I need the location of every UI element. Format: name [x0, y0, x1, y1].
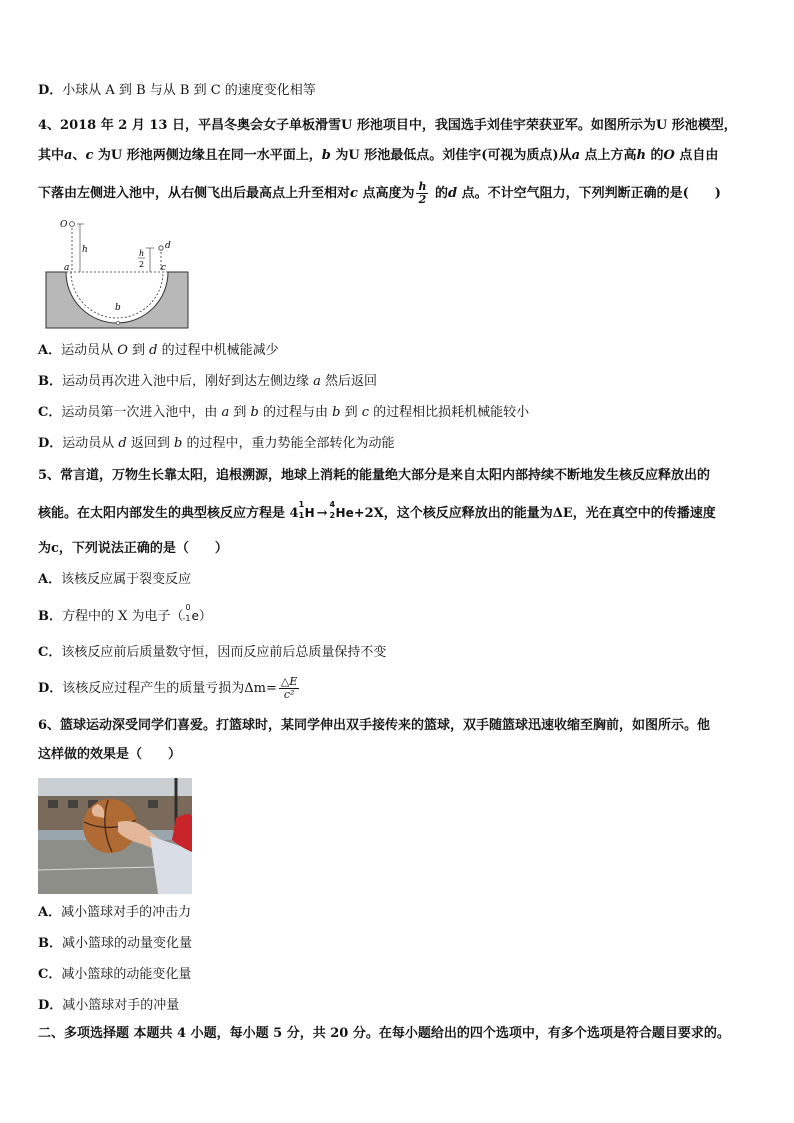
fraction-numerator: h	[418, 180, 427, 193]
option-text: 小球从 A 到 B 与从 B 到 C 的速度变化相等	[62, 83, 316, 98]
hydrogen-nuclide	[298, 500, 315, 521]
option-letter: B．	[38, 374, 62, 389]
q4-line3	[38, 180, 721, 208]
option-symbol: b	[174, 436, 183, 451]
prev-option-d	[38, 83, 316, 99]
option-text: 减小篮球的动量变化量	[62, 936, 193, 951]
q5-line3: 为c，下列说法正确的是（ ）	[38, 541, 228, 556]
q5-line2	[38, 500, 716, 522]
q4-text: 点。不计空气阻力，下列判断正确的是( )	[457, 186, 721, 201]
option-symbol: b	[250, 405, 259, 420]
label-h-half-num: h	[139, 249, 145, 258]
option-symbol: c	[361, 405, 369, 420]
mass-number: 4	[329, 500, 336, 509]
q4-option-c	[38, 405, 529, 421]
point-O	[70, 222, 75, 227]
atomic-number: 2	[329, 511, 336, 520]
q4-text: 其中	[38, 148, 65, 163]
option-text: 的过程与由	[258, 405, 333, 420]
option-letter: C．	[38, 405, 62, 420]
mass-number: 0	[185, 603, 191, 612]
q6-option-c	[38, 967, 191, 983]
option-letter: D．	[38, 83, 63, 98]
q4-symbol: a	[571, 148, 581, 163]
q4-symbol: h	[636, 148, 646, 163]
q5-text: +2X，这个核反应释放出的能量为ΔE，光在真空中的传播速度	[353, 506, 716, 521]
q5-text: 核能。在太阳内部发生的典型核反应方程是 4	[38, 506, 299, 521]
q5-option-d	[38, 674, 301, 704]
q5-option-c	[38, 645, 386, 661]
option-text: 减小篮球对手的冲量	[62, 998, 180, 1013]
mass-defect-fraction	[279, 676, 300, 701]
q4-symbol: O	[663, 148, 675, 163]
charge-number: -1	[182, 614, 191, 623]
q6-option-b	[38, 936, 192, 952]
option-symbol: a	[221, 405, 230, 420]
fraction-numerator: △E	[280, 675, 298, 688]
option-letter: C．	[38, 645, 62, 660]
q4-text: 为U 形池最低点。刘佳宇(可视为质点)从	[330, 148, 572, 163]
option-text: 到	[127, 343, 150, 358]
q6-option-d	[38, 998, 179, 1014]
q4-symbol: b	[321, 148, 331, 163]
electron-symbol	[182, 603, 199, 624]
label-a: a	[64, 263, 70, 273]
label-d: d	[165, 241, 171, 251]
option-text: 的过程中机械能减少	[157, 343, 279, 358]
option-symbol: O	[117, 343, 128, 358]
option-text: 该核反应前后质量数守恒，因而反应前后总质量保持不变	[61, 645, 387, 660]
option-symbol: b	[332, 405, 341, 420]
q4-symbol: c	[350, 186, 358, 201]
option-letter: A．	[38, 905, 62, 920]
option-text: 减小篮球对手的冲击力	[61, 905, 192, 920]
option-text: 运动员从	[62, 436, 119, 451]
q4-text: 点高度为	[357, 186, 415, 201]
u-pool-diagram	[44, 212, 190, 334]
option-text: 到	[229, 405, 251, 420]
point-d	[159, 246, 163, 250]
option-symbol: d	[118, 436, 127, 451]
q5-line1: 5、常言道，万物生长靠太阳，追根溯源，地球上消耗的能量绝大部分是来自太阳内部持续不断地发生核反应释放出的	[38, 468, 711, 483]
h-over-2-fraction	[416, 181, 428, 206]
option-letter: C．	[38, 967, 62, 982]
option-letter: D．	[38, 998, 63, 1013]
option-letter: A．	[38, 343, 62, 358]
option-text: 运动员再次进入池中后，刚好到达左侧边缘	[62, 374, 314, 389]
option-letter: D．	[38, 681, 63, 696]
q4-option-a	[38, 343, 279, 359]
q4-text: 为U 形池两侧边缘且在同一水平面上，	[93, 148, 322, 163]
option-text: 该核反应过程产生的质量亏损为Δm=	[62, 681, 277, 696]
fraction-denominator: c²	[283, 688, 295, 701]
option-text: 然后返回	[320, 374, 378, 389]
option-text: 返回到	[126, 436, 175, 451]
fraction-denominator: 2	[418, 193, 427, 206]
q4-symbol: c	[85, 148, 94, 163]
q4-option-d	[38, 436, 394, 452]
q4-line1: 4、2018 年 2 月 13 日，平昌冬奥会女子单板滑雪U 形池项目中，我国选手刘佳宇荣获亚军。如图所示为U 形池模型，	[38, 118, 737, 133]
option-text: 的过程相比损耗机械能较小	[369, 405, 530, 420]
q6-line2: 这样做的效果是（ ）	[38, 747, 182, 762]
q4-option-b	[38, 374, 377, 390]
mass-number: 1	[298, 500, 305, 509]
label-c: c	[161, 263, 167, 273]
element-symbol: H	[304, 506, 315, 520]
q4-text: 的	[646, 148, 664, 163]
label-O: O	[60, 220, 68, 230]
q4-text: 点自由	[674, 148, 719, 163]
element-symbol: He	[335, 506, 354, 520]
u-pool-block	[46, 272, 188, 328]
option-text: 减小篮球的动能变化量	[61, 967, 192, 982]
q4-text: 点上方高	[580, 148, 637, 163]
option-text: 运动员从	[61, 343, 118, 358]
atomic-number: 1	[298, 511, 305, 520]
q4-text: 的	[430, 186, 448, 201]
q4-text: 下落由左侧进入池中，从右侧飞出后最高点上升至相对	[38, 186, 351, 201]
reaction-arrow: →	[316, 506, 328, 521]
option-text: 的过程中，重力势能全部转化为动能	[182, 436, 395, 451]
label-h: h	[82, 245, 88, 255]
section2-heading: 二、多项选择题 本题共 4 小题，每小题 5 分，共 20 分。在每小题给出的四个选项中，有多个选项是符合题目要求的。	[38, 1026, 730, 1041]
label-h-half-den: 2	[139, 260, 145, 269]
element-symbol: e	[191, 609, 199, 623]
option-text: ）	[198, 609, 212, 624]
q5-option-a	[38, 572, 191, 588]
option-text: 到	[340, 405, 362, 420]
q6-line1: 6、篮球运动深受同学们喜爱。打篮球时，某同学伸出双手接传来的篮球，双手随篮球迅速收缩至胸前，如图所示。他	[38, 718, 711, 733]
option-text: 运动员第一次进入池中，由	[61, 405, 222, 420]
option-letter: A．	[38, 572, 62, 587]
q4-symbol: d	[448, 186, 458, 201]
helium-nuclide	[329, 500, 354, 521]
option-symbol: d	[149, 343, 158, 358]
q4-line2	[38, 148, 718, 164]
q4-text: 、	[72, 148, 86, 163]
q4-symbol: a	[64, 148, 73, 163]
option-letter: B．	[38, 936, 62, 951]
option-letter: B．	[38, 609, 62, 624]
option-text: 该核反应属于裂变反应	[61, 572, 192, 587]
q5-option-b	[38, 603, 212, 625]
option-letter: D．	[38, 436, 63, 451]
q6-option-a	[38, 905, 191, 921]
option-text: 方程中的 X 为电子（	[62, 609, 184, 624]
point-b	[116, 321, 119, 324]
label-b: b	[115, 303, 121, 313]
basketball-catch-photo	[38, 778, 192, 894]
option-symbol: a	[313, 374, 321, 389]
